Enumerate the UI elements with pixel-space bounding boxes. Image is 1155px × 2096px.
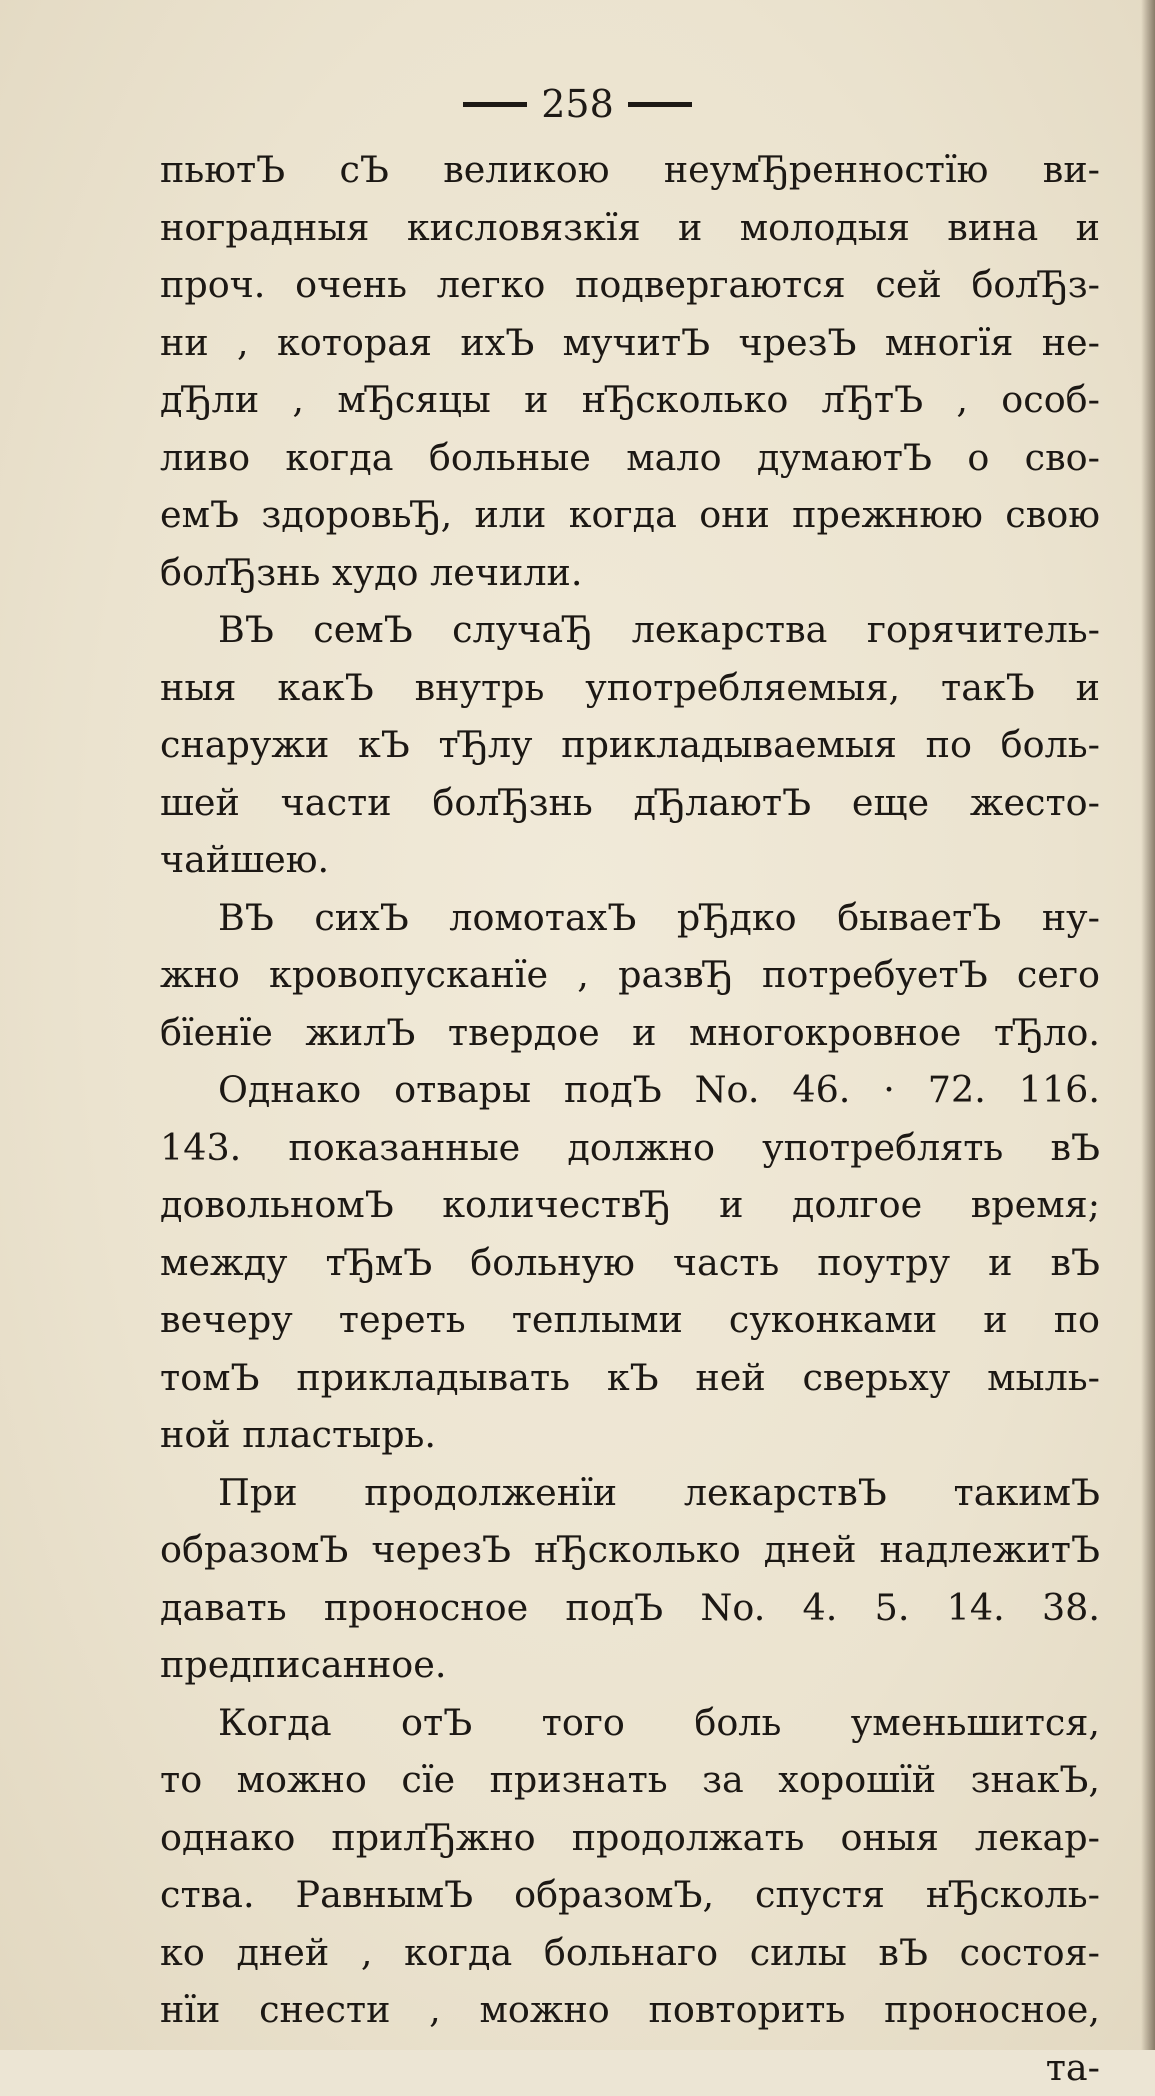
text-line: однако прилЂжно продолжать оныя лекар- — [160, 1809, 1100, 1867]
text-line: томЪ прикладывать кЪ ней сверьху мыль- — [160, 1349, 1100, 1407]
text-line: При продолженїи лекарствЪ такимЪ — [160, 1464, 1100, 1522]
text-line: между тЂмЪ больную часть поутру и вЪ — [160, 1234, 1100, 1292]
text-line: болЂзнь худо лечили. — [160, 544, 1100, 602]
text-line: предписанное. — [160, 1636, 1100, 1694]
text-line: вечеру тереть теплыми суконками и по — [160, 1291, 1100, 1349]
text-line: дЂли , мЂсяцы и нЂсколько лЂтЪ , особ- — [160, 371, 1100, 429]
text-line: то можно сїе признать за хорошїй знакЪ, — [160, 1751, 1100, 1809]
text-line: образомЪ черезЪ нЂсколько дней надлежитЪ — [160, 1521, 1100, 1579]
text-line: чайшею. — [160, 831, 1100, 889]
text-line: проч. очень легко подвергаются сей болЂз- — [160, 256, 1100, 314]
text-line: ливо когда больные мало думаютЪ о сво- — [160, 429, 1100, 487]
page-edge-shadow — [1141, 0, 1155, 2050]
text-line: пьютЪ сЪ великою неумЂренностїю ви- — [160, 141, 1100, 199]
body-text — [160, 141, 1100, 2096]
text-line: довольномЪ количествЂ и долгое время; — [160, 1176, 1100, 1234]
text-line: ко дней , когда больнаго силы вЪ состоя- — [160, 1924, 1100, 1982]
text-line: ства. РавнымЪ образомЪ, спустя нЂсколь- — [160, 1866, 1100, 1924]
page-number: 258 — [541, 82, 614, 126]
text-line: 143. показанные должно употреблять вЪ — [160, 1119, 1100, 1177]
page-header — [0, 74, 1155, 134]
text-line: ныя какЪ внутрь употребляемыя, такЪ и — [160, 659, 1100, 717]
text-line: ВЪ семЪ случаЂ лекарства горячитель- — [160, 601, 1100, 659]
text-line: ноградныя кисловязкїя и молодыя вина и — [160, 199, 1100, 257]
text-line: бїенїе жилЪ твердое и многокровное тЂло. — [160, 1004, 1100, 1062]
text-line: ной пластырь. — [160, 1406, 1100, 1464]
text-line: давать проносное подЪ No. 4. 5. 14. 38. — [160, 1579, 1100, 1637]
text-line: нїи снести , можно повторить проносное, — [160, 1981, 1100, 2039]
catchword: та- — [160, 2039, 1100, 2096]
header-dash-right — [628, 102, 692, 107]
text-line: ни , которая ихЪ мучитЪ чрезЪ многїя не- — [160, 314, 1100, 372]
text-line: шей части болЂзнь дЂлаютЪ еще жесто- — [160, 774, 1100, 832]
text-line: емЪ здоровьЂ, или когда они прежнюю свою — [160, 486, 1100, 544]
header-dash-left — [463, 102, 527, 107]
text-line: Когда отЪ того боль уменьшится, — [160, 1694, 1100, 1752]
text-line: Однако отвары подЪ No. 46. · 72. 116. — [160, 1061, 1100, 1119]
text-line: снаружи кЪ тЂлу прикладываемыя по боль- — [160, 716, 1100, 774]
text-line: ВЪ сихЪ ломотахЪ рЂдко бываетЪ ну- — [160, 889, 1100, 947]
text-line: жно кровопусканїе , развЂ потребуетЪ сего — [160, 946, 1100, 1004]
